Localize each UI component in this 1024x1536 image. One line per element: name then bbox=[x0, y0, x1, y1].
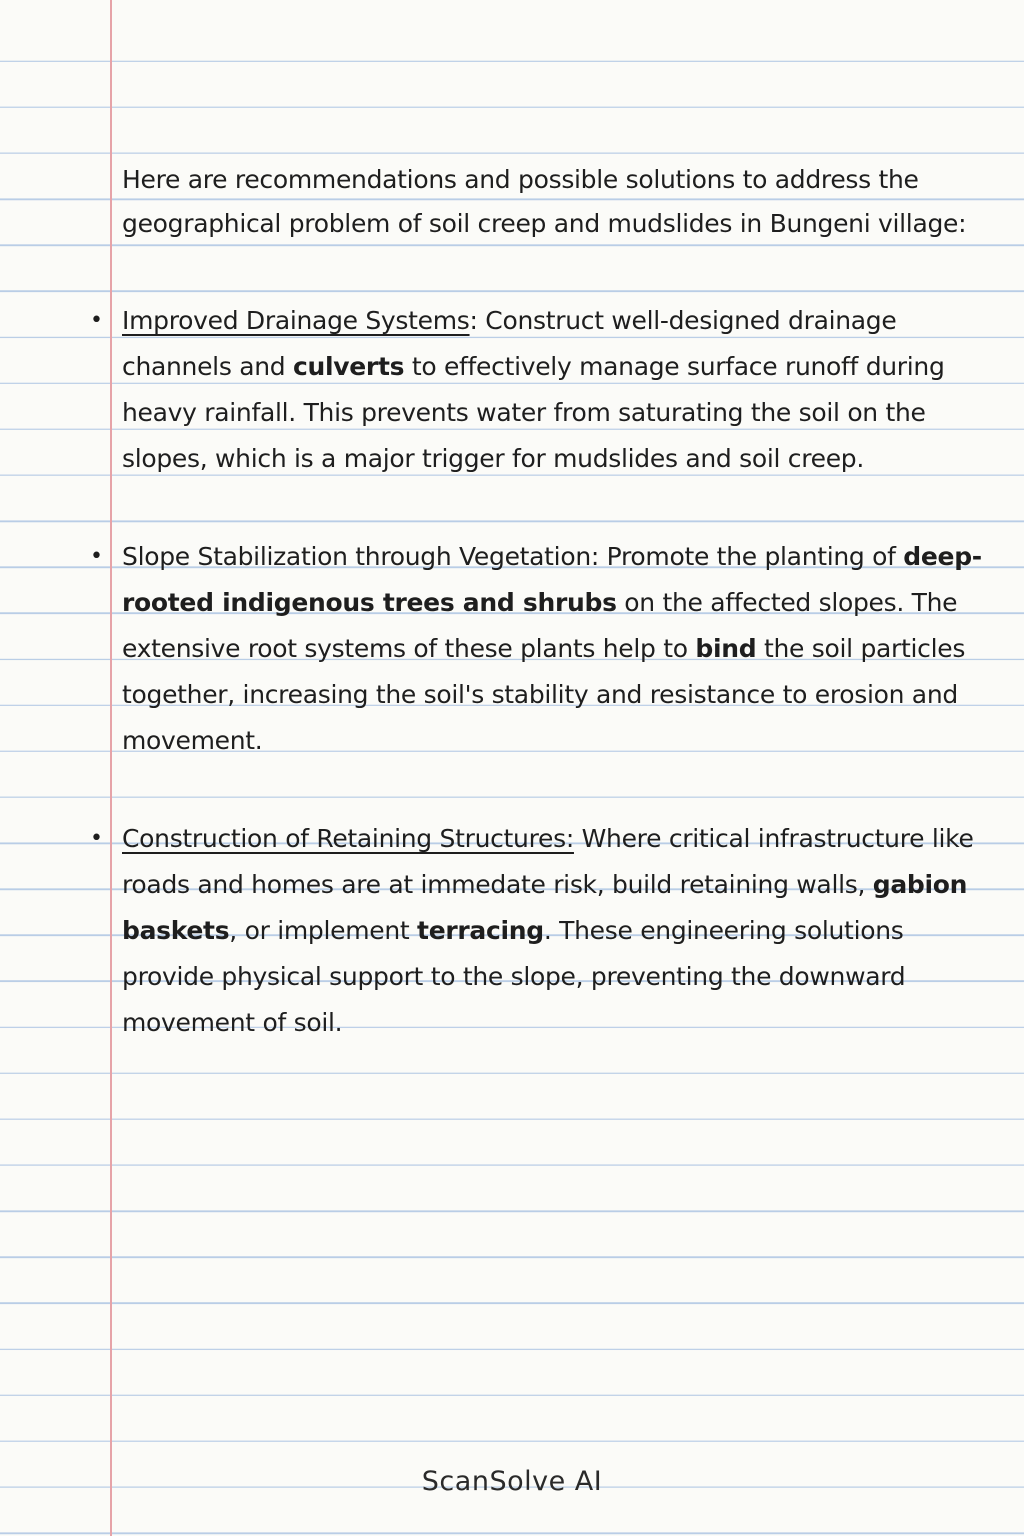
list-item bbox=[90, 816, 1002, 1046]
bullet-icon: • bbox=[90, 826, 103, 851]
bullet-bold-term: gabion baskets bbox=[122, 870, 968, 945]
bullet-bold-term: bind bbox=[695, 634, 757, 663]
bullet-heading: Slope Stabilization through Vegetation: bbox=[122, 542, 599, 571]
bullet-heading: Improved Drainage Systems bbox=[122, 306, 470, 335]
bullet-text: Construct well-designed drainage channels and bbox=[122, 306, 897, 381]
bullet-text: . These engineering solutions provide physical support to the slope, preventing the downward movement of soil. bbox=[122, 916, 906, 1037]
footer-brand: ScanSolve AI bbox=[421, 1466, 603, 1497]
bullet-icon: • bbox=[90, 544, 103, 569]
bullet-text: the soil particles together, increasing the soil's stability and resistance to erosion and movement. bbox=[122, 634, 966, 755]
list-item bbox=[90, 298, 1002, 482]
intro-text: Here are recommendations and possible solutions to address the geographical problem of soil creep and mudslides in Bungeni village: bbox=[122, 165, 967, 238]
bullet-bold-term: terracing bbox=[417, 916, 544, 945]
list-item bbox=[90, 534, 1002, 764]
bullet-text: on the affected slopes. The extensive root systems of these plants help to bbox=[122, 588, 958, 663]
bullet-bold-term: deep-rooted indigenous trees and shrubs bbox=[122, 542, 982, 617]
bullet-text: , or implement bbox=[229, 916, 418, 945]
bullet-text: to effectively manage surface runoff during heavy rainfall. This prevents water from saturating the soil on the slopes, which is a major trigger for mudslides and soil creep. bbox=[122, 352, 945, 473]
bullet-icon: • bbox=[90, 308, 103, 333]
margin-line bbox=[110, 0, 112, 1536]
recommendation-list bbox=[90, 298, 1002, 1046]
bullet-colon: : bbox=[469, 306, 478, 335]
bullet-bold-term: culverts bbox=[292, 352, 405, 381]
bullet-heading: Construction of Retaining Structures: bbox=[122, 824, 574, 853]
bullet-text: Where critical infrastructure like roads and homes are at immedate risk, build retaining walls, bbox=[122, 824, 974, 899]
bullet-text: Promote the planting of bbox=[599, 542, 904, 571]
page-content bbox=[90, 158, 1002, 1046]
